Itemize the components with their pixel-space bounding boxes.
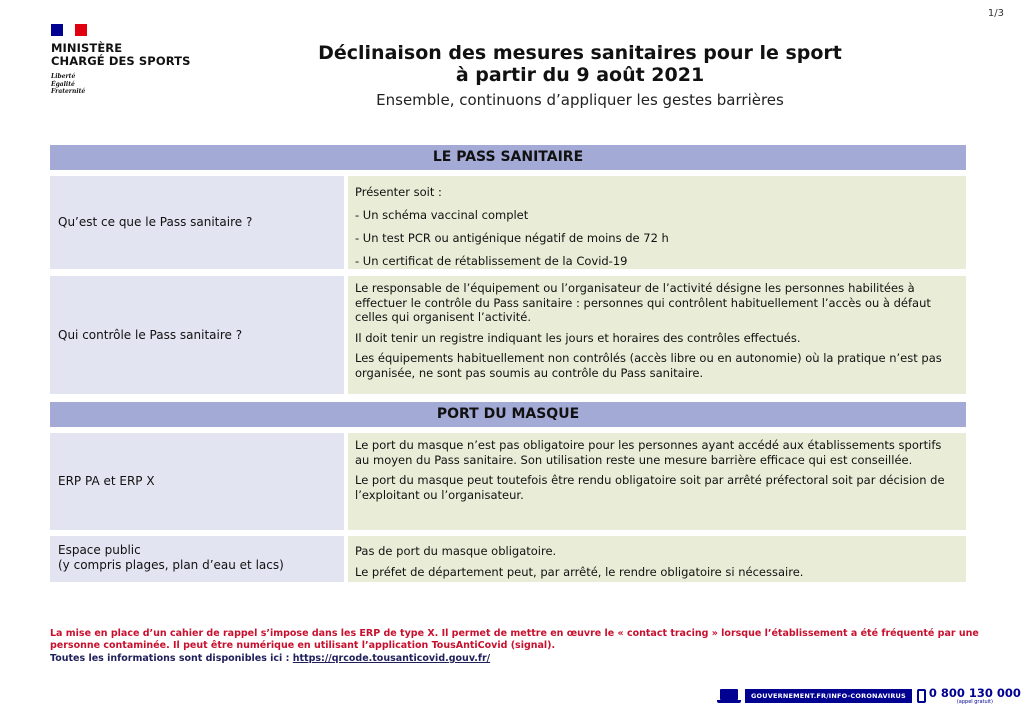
qrcode-link[interactable]: https://qrcode.tousanticovid.gouv.fr/: [292, 652, 491, 664]
pass-intro: Présenter soit :: [355, 185, 442, 199]
motto-egalite: Égalité: [51, 80, 75, 88]
paragraph: Pas de port du masque obligatoire.: [355, 544, 557, 558]
page-number: 1/3: [987, 8, 1004, 19]
section-header-port-du-masque: PORT DU MASQUE: [50, 402, 966, 427]
paragraph: Il doit tenir un registre indiquant les jours et horaires des contrôles effectués.: [355, 330, 801, 345]
gov-info-link[interactable]: GOUVERNEMENT.FR/INFO-CORONAVIRUS: [745, 689, 912, 703]
pass-option-vaccine: - Un schéma vaccinal complet: [355, 208, 529, 222]
ministry-logo: [51, 24, 211, 96]
motto-liberte: Liberté: [51, 73, 76, 80]
pass-option-recovery: - Un certificat de rétablissement de la Covid-19: [355, 254, 628, 268]
row-content-what-is-pass: [348, 176, 966, 269]
paragraph: Le port du masque peut toutefois être rendu obligatoire soit par arrêté préfectoral soit par décision de l’exploitant ou l’organisateur.: [355, 473, 945, 502]
paragraph: Le préfet de département peut, par arrêté, le rendre obligatoire si nécessaire.: [355, 565, 804, 579]
phone-info: [929, 687, 1021, 705]
row-label-who-controls: [50, 276, 344, 394]
phone-number[interactable]: 0 800 130 000: [928, 686, 1021, 700]
row-content-erp: [348, 433, 966, 530]
info-line: [50, 653, 980, 665]
title-line-1: Déclinaison des mesures sanitaires pour le sport: [318, 42, 842, 64]
ministry-line-1: MINISTÈRE: [51, 41, 123, 55]
page-subtitle: Ensemble, continuons d’appliquer les gestes barrières: [376, 91, 784, 109]
page-header: [200, 42, 960, 109]
french-flag-icon: [51, 24, 87, 36]
row-label-public-space: [50, 536, 344, 582]
republic-motto: [51, 73, 211, 96]
page-title: [200, 42, 960, 86]
gov-info-banner: [717, 688, 1021, 704]
row-label-what-is-pass: [50, 176, 344, 269]
ministry-line-2: CHARGÉ DES SPORTS: [51, 54, 191, 68]
paragraph: Le port du masque n’est pas obligatoire pour les personnes ayant accédé aux établissements sportifs au moyen du Pass sanitaire. Son utilisation reste une mesure barrière efficace qui est conseillée.: [355, 438, 942, 467]
paragraph: Les équipements habituellement non contrôlés (accès libre ou en autonomie) où la pratique n’est pas organisée, ne sont pas soumis au contrôle du Pass sanitaire.: [355, 351, 942, 380]
row-label-text: ERP PA et ERP X: [58, 474, 155, 488]
row-label-text: Qu’est ce que le Pass sanitaire ?: [58, 215, 253, 229]
row-content-public-space: [348, 536, 966, 582]
pass-option-test: - Un test PCR ou antigénique négatif de moins de 72 h: [355, 231, 669, 245]
section-header-pass-sanitaire: LE PASS SANITAIRE: [50, 145, 966, 170]
paragraph: Le responsable de l’équipement ou l’organisateur de l’activité désigne les personnes habilitées à effectuer le contrôle du Pass sanitaire : personnes qui contrôlent habituellement l’accès ou à défaut celles qui organisent l’activité.: [355, 281, 931, 325]
row-label-line-1: Espace public: [58, 543, 141, 557]
row-label-erp: [50, 433, 344, 530]
title-line-2: à partir du 9 août 2021: [455, 64, 705, 86]
phone-icon: [917, 689, 926, 703]
motto-fraternite: Fraternité: [51, 88, 86, 95]
footer-note: [50, 628, 980, 665]
ministry-name: [51, 42, 211, 68]
laptop-icon: [717, 689, 741, 703]
contact-tracing-note: La mise en place d’un cahier de rappel s’impose dans les ERP de type X. Il permet de mettre en œuvre le « contact tracing » lorsque l’établissement a été fréquenté par une personne contaminée. Il peut être numérique en utilisant l’application TousAntiCovid (signal).: [50, 628, 979, 652]
row-label-text: Qui contrôle le Pass sanitaire ?: [58, 327, 243, 342]
row-label-line-2: (y compris plages, plan d’eau et lacs): [58, 558, 284, 572]
phone-note: (appel gratuit): [956, 699, 993, 705]
info-text: Toutes les informations sont disponibles ici :: [50, 652, 290, 664]
row-content-who-controls: [348, 276, 966, 394]
